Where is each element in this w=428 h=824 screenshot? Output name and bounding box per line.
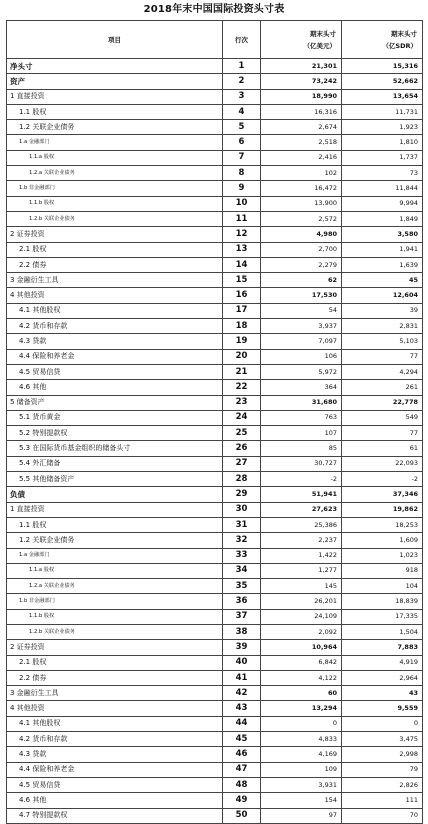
table-row: [7, 334, 423, 349]
row-item-cell: 1.1.b 股权: [7, 196, 223, 211]
table-row: [7, 732, 423, 747]
row-sdr-cell: 17,335: [342, 609, 423, 624]
row-number-cell: 34: [223, 563, 261, 578]
row-item-cell: 3 金融衍生工具: [7, 273, 223, 288]
row-item-cell: 1 直接投资: [7, 502, 223, 517]
row-item-cell: 1.2 关联企业债务: [7, 120, 223, 135]
table-row: [7, 364, 423, 379]
row-number-cell: 31: [223, 517, 261, 532]
row-item-cell: 1.b 非金融部门: [7, 594, 223, 609]
row-usd-cell: 21,301: [261, 59, 342, 74]
row-sdr-cell: 261: [342, 380, 423, 395]
row-usd-cell: 4,169: [261, 747, 342, 762]
row-usd-cell: 102: [261, 166, 342, 181]
row-sdr-cell: 2,831: [342, 319, 423, 334]
row-item-cell: 2.1 股权: [7, 655, 223, 670]
row-sdr-cell: 0: [342, 716, 423, 731]
row-sdr-cell: 52,662: [342, 74, 423, 89]
row-usd-cell: 30,727: [261, 456, 342, 471]
row-item-cell: 4.7 特别提款权: [7, 808, 223, 823]
row-sdr-cell: 77: [342, 349, 423, 364]
row-item-cell: 4.5 贸易信贷: [7, 777, 223, 792]
table-row: [7, 242, 423, 257]
table-row: [7, 104, 423, 119]
table-row: [7, 487, 423, 502]
table-row: [7, 166, 423, 181]
row-item-cell: 1.1.b 股权: [7, 609, 223, 624]
document-title: 2018年末中国国际投资头寸表: [143, 4, 285, 15]
row-number-cell: 26: [223, 441, 261, 456]
table-row: [7, 808, 423, 823]
row-usd-cell: 51,941: [261, 487, 342, 502]
row-item-cell: 5.1 货币黄金: [7, 410, 223, 425]
row-usd-cell: 2,092: [261, 624, 342, 639]
table-row: [7, 74, 423, 89]
row-usd-cell: 2,279: [261, 257, 342, 272]
table-row: [7, 288, 423, 303]
row-number-cell: 44: [223, 716, 261, 731]
row-number-cell: 33: [223, 548, 261, 563]
row-usd-cell: 5,972: [261, 364, 342, 379]
row-item-cell: 5.3 在国际货币基金组织的储备头寸: [7, 441, 223, 456]
table-row: [7, 563, 423, 578]
table-row: [7, 624, 423, 639]
row-number-cell: 1: [223, 59, 261, 74]
row-usd-cell: 25,386: [261, 517, 342, 532]
table-row: [7, 441, 423, 456]
header-sdr: [342, 21, 423, 59]
row-sdr-cell: 15,316: [342, 59, 423, 74]
row-item-cell: 资产: [7, 74, 223, 89]
row-sdr-cell: 4,919: [342, 655, 423, 670]
row-item-cell: 净头寸: [7, 59, 223, 74]
row-usd-cell: 16,316: [261, 104, 342, 119]
row-number-cell: 24: [223, 410, 261, 425]
table-row: [7, 410, 423, 425]
row-number-cell: 30: [223, 502, 261, 517]
row-number-cell: 48: [223, 777, 261, 792]
table-row: [7, 640, 423, 655]
row-item-cell: 1.1.a 股权: [7, 150, 223, 165]
row-number-cell: 47: [223, 762, 261, 777]
row-item-cell: 4.2 货币和存款: [7, 732, 223, 747]
table-row: [7, 273, 423, 288]
row-sdr-cell: 7,883: [342, 640, 423, 655]
header-sdr-line2: （亿SDR）: [382, 41, 417, 50]
table-row: [7, 120, 423, 135]
row-sdr-cell: 13,654: [342, 89, 423, 104]
row-sdr-cell: 1,639: [342, 257, 423, 272]
row-sdr-cell: 18,839: [342, 594, 423, 609]
table-header: [7, 21, 423, 59]
row-item-cell: 2.2 债券: [7, 670, 223, 685]
row-usd-cell: 2,237: [261, 533, 342, 548]
row-usd-cell: 85: [261, 441, 342, 456]
row-number-cell: 42: [223, 686, 261, 701]
row-number-cell: 22: [223, 380, 261, 395]
row-item-cell: 4 其他投资: [7, 288, 223, 303]
iip-table: [6, 20, 423, 824]
row-usd-cell: 1,277: [261, 563, 342, 578]
row-number-cell: 41: [223, 670, 261, 685]
row-item-cell: 4.4 保险和养老金: [7, 762, 223, 777]
row-usd-cell: 16,472: [261, 181, 342, 196]
row-usd-cell: 109: [261, 762, 342, 777]
row-number-cell: 15: [223, 273, 261, 288]
table-row: [7, 472, 423, 487]
row-number-cell: 12: [223, 227, 261, 242]
row-usd-cell: 106: [261, 349, 342, 364]
row-item-cell: 4.1 其他股权: [7, 303, 223, 318]
row-usd-cell: 2,700: [261, 242, 342, 257]
table-row: [7, 655, 423, 670]
row-number-cell: 21: [223, 364, 261, 379]
row-sdr-cell: 5,103: [342, 334, 423, 349]
row-item-cell: 1.a 金融部门: [7, 548, 223, 563]
row-item-cell: 1.2.b 关联企业债务: [7, 624, 223, 639]
row-item-cell: 4.3 贷款: [7, 747, 223, 762]
table-row: [7, 579, 423, 594]
row-item-cell: 4.1 其他股权: [7, 716, 223, 731]
row-item-cell: 1.a 金融部门: [7, 135, 223, 150]
row-sdr-cell: 1,810: [342, 135, 423, 150]
row-usd-cell: 4,122: [261, 670, 342, 685]
row-number-cell: 27: [223, 456, 261, 471]
row-usd-cell: 763: [261, 410, 342, 425]
table-row: [7, 456, 423, 471]
row-item-cell: 1.2 关联企业债务: [7, 533, 223, 548]
row-number-cell: 46: [223, 747, 261, 762]
header-usd-line2: （亿美元）: [303, 41, 336, 50]
header-row: [7, 21, 423, 59]
row-usd-cell: 26,201: [261, 594, 342, 609]
row-usd-cell: 6,842: [261, 655, 342, 670]
row-item-cell: 1.1.a 股权: [7, 563, 223, 578]
row-usd-cell: 0: [261, 716, 342, 731]
row-usd-cell: 145: [261, 579, 342, 594]
row-item-cell: 1.2.b 关联企业债务: [7, 211, 223, 226]
row-number-cell: 5: [223, 120, 261, 135]
row-usd-cell: 60: [261, 686, 342, 701]
row-usd-cell: 4,980: [261, 227, 342, 242]
row-sdr-cell: 12,604: [342, 288, 423, 303]
row-usd-cell: 10,964: [261, 640, 342, 655]
row-item-cell: 4.6 其他: [7, 793, 223, 808]
row-number-cell: 49: [223, 793, 261, 808]
header-usd-line1: 期末头寸: [310, 29, 336, 38]
row-item-cell: 2 证券投资: [7, 227, 223, 242]
row-sdr-cell: 18,253: [342, 517, 423, 532]
row-sdr-cell: 3,580: [342, 227, 423, 242]
row-usd-cell: 154: [261, 793, 342, 808]
header-usd: [261, 21, 342, 59]
row-sdr-cell: 43: [342, 686, 423, 701]
row-number-cell: 19: [223, 334, 261, 349]
row-sdr-cell: 61: [342, 441, 423, 456]
table-row: [7, 380, 423, 395]
row-item-cell: 2.1 股权: [7, 242, 223, 257]
row-usd-cell: 27,623: [261, 502, 342, 517]
table-row: [7, 349, 423, 364]
row-usd-cell: 97: [261, 808, 342, 823]
row-usd-cell: 2,416: [261, 150, 342, 165]
row-number-cell: 43: [223, 701, 261, 716]
row-usd-cell: 73,242: [261, 74, 342, 89]
row-sdr-cell: 111: [342, 793, 423, 808]
row-sdr-cell: -2: [342, 472, 423, 487]
row-number-cell: 25: [223, 426, 261, 441]
row-item-cell: 5.5 其他储备资产: [7, 472, 223, 487]
row-sdr-cell: 1,849: [342, 211, 423, 226]
table-row: [7, 59, 423, 74]
row-sdr-cell: 11,731: [342, 104, 423, 119]
table-row: [7, 793, 423, 808]
table-row: [7, 150, 423, 165]
table-row: [7, 395, 423, 410]
row-item-cell: 负债: [7, 487, 223, 502]
row-usd-cell: 4,833: [261, 732, 342, 747]
row-sdr-cell: 22,093: [342, 456, 423, 471]
row-item-cell: 5.4 外汇储备: [7, 456, 223, 471]
table-row: [7, 426, 423, 441]
row-number-cell: 6: [223, 135, 261, 150]
row-usd-cell: 31,680: [261, 395, 342, 410]
row-sdr-cell: 3,475: [342, 732, 423, 747]
row-usd-cell: 2,674: [261, 120, 342, 135]
row-item-cell: 4.5 贸易信贷: [7, 364, 223, 379]
row-number-cell: 18: [223, 319, 261, 334]
row-usd-cell: -2: [261, 472, 342, 487]
table-row: [7, 502, 423, 517]
row-item-cell: 5.2 特别提款权: [7, 426, 223, 441]
row-sdr-cell: 79: [342, 762, 423, 777]
row-item-cell: 4.2 货币和存款: [7, 319, 223, 334]
table-row: [7, 747, 423, 762]
row-number-cell: 17: [223, 303, 261, 318]
table-row: [7, 670, 423, 685]
row-usd-cell: 1,422: [261, 548, 342, 563]
row-sdr-cell: 22,778: [342, 395, 423, 410]
table-row: [7, 701, 423, 716]
table-row: [7, 196, 423, 211]
row-item-cell: 2.2 债券: [7, 257, 223, 272]
table-row: [7, 609, 423, 624]
row-usd-cell: 3,937: [261, 319, 342, 334]
row-number-cell: 3: [223, 89, 261, 104]
header-row-no: 行次: [223, 21, 261, 59]
row-number-cell: 20: [223, 349, 261, 364]
row-sdr-cell: 45: [342, 273, 423, 288]
row-number-cell: 2: [223, 74, 261, 89]
table-row: [7, 517, 423, 532]
row-sdr-cell: 2,998: [342, 747, 423, 762]
table-row: [7, 716, 423, 731]
row-item-cell: 1.2.a 关联企业债务: [7, 166, 223, 181]
row-sdr-cell: 70: [342, 808, 423, 823]
row-usd-cell: 17,530: [261, 288, 342, 303]
row-usd-cell: 13,294: [261, 701, 342, 716]
table-row: [7, 319, 423, 334]
row-number-cell: 13: [223, 242, 261, 257]
row-sdr-cell: 37,346: [342, 487, 423, 502]
row-usd-cell: 24,109: [261, 609, 342, 624]
row-usd-cell: 18,990: [261, 89, 342, 104]
row-number-cell: 4: [223, 104, 261, 119]
row-number-cell: 16: [223, 288, 261, 303]
row-number-cell: 45: [223, 732, 261, 747]
table-row: [7, 227, 423, 242]
row-number-cell: 37: [223, 609, 261, 624]
row-item-cell: 3 金融衍生工具: [7, 686, 223, 701]
row-number-cell: 40: [223, 655, 261, 670]
row-number-cell: 11: [223, 211, 261, 226]
table-row: [7, 257, 423, 272]
row-item-cell: 4.6 其他: [7, 380, 223, 395]
row-number-cell: 8: [223, 166, 261, 181]
row-usd-cell: 2,572: [261, 211, 342, 226]
table-row: [7, 686, 423, 701]
table-row: [7, 89, 423, 104]
row-usd-cell: 3,931: [261, 777, 342, 792]
row-usd-cell: 54: [261, 303, 342, 318]
row-sdr-cell: 73: [342, 166, 423, 181]
row-sdr-cell: 918: [342, 563, 423, 578]
row-sdr-cell: 1,737: [342, 150, 423, 165]
row-item-cell: 1.b 非金融部门: [7, 181, 223, 196]
row-sdr-cell: 9,994: [342, 196, 423, 211]
row-item-cell: 4.3 贷款: [7, 334, 223, 349]
row-sdr-cell: 19,862: [342, 502, 423, 517]
row-item-cell: 4.4 保险和养老金: [7, 349, 223, 364]
row-number-cell: 39: [223, 640, 261, 655]
header-item: 项目: [7, 21, 223, 59]
row-item-cell: 4 其他投资: [7, 701, 223, 716]
row-number-cell: 29: [223, 487, 261, 502]
row-sdr-cell: 1,504: [342, 624, 423, 639]
row-sdr-cell: 1,941: [342, 242, 423, 257]
table-row: [7, 533, 423, 548]
header-sdr-line1: 期末头寸: [391, 29, 417, 38]
row-number-cell: 10: [223, 196, 261, 211]
row-number-cell: 32: [223, 533, 261, 548]
row-number-cell: 36: [223, 594, 261, 609]
row-item-cell: 2 证券投资: [7, 640, 223, 655]
row-item-cell: 5 储备资产: [7, 395, 223, 410]
row-sdr-cell: 1,923: [342, 120, 423, 135]
row-usd-cell: 107: [261, 426, 342, 441]
row-number-cell: 7: [223, 150, 261, 165]
table-row: [7, 135, 423, 150]
row-number-cell: 23: [223, 395, 261, 410]
row-item-cell: 1.1 股权: [7, 517, 223, 532]
row-sdr-cell: 1,023: [342, 548, 423, 563]
table-row: [7, 594, 423, 609]
row-item-cell: 1.2.a 关联企业债务: [7, 579, 223, 594]
row-sdr-cell: 1,609: [342, 533, 423, 548]
row-item-cell: 1 直接投资: [7, 89, 223, 104]
row-number-cell: 9: [223, 181, 261, 196]
row-usd-cell: 364: [261, 380, 342, 395]
row-sdr-cell: 77: [342, 426, 423, 441]
row-sdr-cell: 2,826: [342, 777, 423, 792]
table-row: [7, 303, 423, 318]
table-row: [7, 548, 423, 563]
row-usd-cell: 7,097: [261, 334, 342, 349]
row-sdr-cell: 39: [342, 303, 423, 318]
table-row: [7, 777, 423, 792]
row-usd-cell: 2,518: [261, 135, 342, 150]
row-number-cell: 50: [223, 808, 261, 823]
row-sdr-cell: 2,964: [342, 670, 423, 685]
row-sdr-cell: 104: [342, 579, 423, 594]
row-sdr-cell: 11,844: [342, 181, 423, 196]
row-number-cell: 35: [223, 579, 261, 594]
table-row: [7, 181, 423, 196]
row-sdr-cell: 4,294: [342, 364, 423, 379]
row-sdr-cell: 549: [342, 410, 423, 425]
row-number-cell: 38: [223, 624, 261, 639]
row-item-cell: 1.1 股权: [7, 104, 223, 119]
table-body: [7, 59, 423, 824]
row-number-cell: 28: [223, 472, 261, 487]
table-row: [7, 762, 423, 777]
table-row: [7, 211, 423, 226]
row-usd-cell: 62: [261, 273, 342, 288]
row-sdr-cell: 9,559: [342, 701, 423, 716]
row-usd-cell: 13,900: [261, 196, 342, 211]
row-number-cell: 14: [223, 257, 261, 272]
